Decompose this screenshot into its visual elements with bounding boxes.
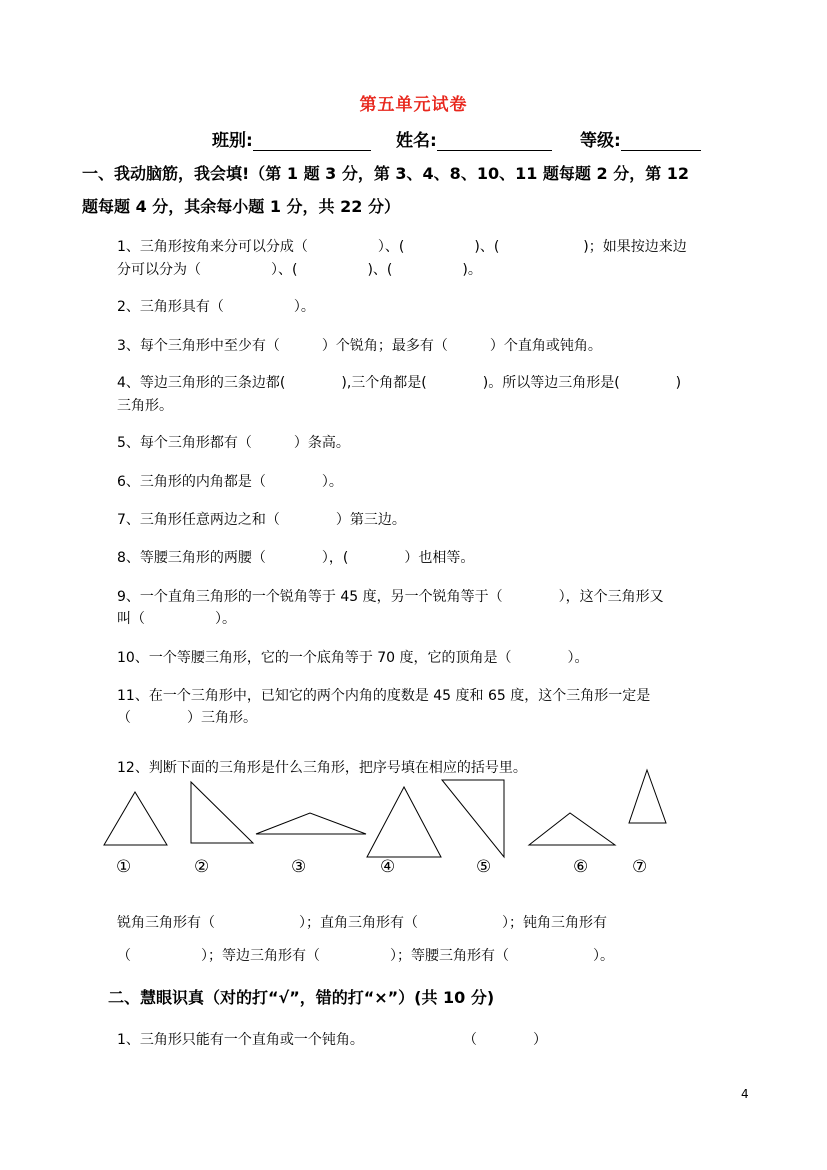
section1-heading-line1: 一、我动脑筋，我会填!（第 1 题 3 分，第 3、4、8、10、11 题每题 2 分，第 12	[82, 164, 690, 183]
label-5: ⑤	[476, 857, 492, 877]
question-9-line1: 9、一个直角三角形的一个锐角等于 45 度，另一个锐角等于（ ），这个三角形又	[117, 589, 664, 605]
label-1: ①	[116, 857, 132, 877]
section2-question-1-blank[interactable]: （ ）	[463, 1032, 547, 1048]
triangle-6	[529, 813, 615, 845]
question-12: 12、判断下面的三角形是什么三角形，把序号填在相应的括号里。	[117, 760, 527, 776]
triangle-4	[367, 787, 441, 857]
question-11-line2: （ ）三角形。	[117, 710, 257, 726]
question-2: 2、三角形具有（ ）。	[117, 299, 315, 315]
question-6: 6、三角形的内角都是（ ）。	[117, 474, 343, 490]
triangle-1	[104, 792, 167, 845]
question-9-line2: 叫（ ）。	[117, 611, 236, 627]
question-5: 5、每个三角形都有（ ）条高。	[117, 435, 350, 451]
answer-line-1: 锐角三角形有（ ）；直角三角形有（ ）；钝角三角形有	[117, 915, 607, 931]
question-1-line2: 分可以分为（ ）、( )、( )。	[117, 262, 482, 278]
class-label: 班别:	[212, 131, 253, 151]
name-label: 姓名:	[396, 131, 437, 151]
class-field	[212, 126, 371, 151]
grade-label: 等级:	[580, 131, 621, 151]
label-3: ③	[291, 857, 307, 877]
grade-field	[580, 126, 701, 151]
triangle-3	[256, 813, 366, 834]
answer-line-2: （ ）；等边三角形有（ ）；等腰三角形有（ ）。	[117, 948, 614, 964]
label-2: ②	[194, 857, 210, 877]
triangle-7	[629, 770, 666, 823]
question-4-line2: 三角形。	[117, 398, 173, 414]
page-number: 4	[741, 1087, 749, 1101]
page-title: 第五单元试卷	[359, 95, 468, 115]
section2-question-1: 1、三角形只能有一个直角或一个钝角。	[117, 1032, 364, 1048]
question-1-line1: 1、三角形按角来分可以分成（ ）、( )、( )；如果按边来边	[117, 239, 687, 255]
question-11-line1: 11、在一个三角形中，已知它的两个内角的度数是 45 度和 65 度，这个三角形一定是	[117, 688, 651, 704]
section2-heading: 二、慧眼识真（对的打“√”，错的打“×”）(共 10 分)	[108, 988, 495, 1007]
triangles-figure	[0, 760, 827, 870]
triangle-5	[442, 780, 504, 857]
label-6: ⑥	[573, 857, 589, 877]
label-7: ⑦	[632, 857, 648, 877]
section1-heading-line2: 题每题 4 分，其余每小题 1 分，共 22 分）	[82, 197, 400, 216]
question-10: 10、一个等腰三角形，它的一个底角等于 70 度，它的顶角是（ ）。	[117, 650, 589, 666]
question-8: 8、等腰三角形的两腰（ ），( ）也相等。	[117, 550, 475, 566]
name-blank[interactable]	[437, 132, 552, 151]
class-blank[interactable]	[253, 132, 371, 151]
triangle-2	[191, 782, 253, 843]
question-7: 7、三角形任意两边之和（ ）第三边。	[117, 512, 406, 528]
grade-blank[interactable]	[621, 132, 701, 151]
question-4-line1: 4、等边三角形的三条边都( ),三个角都是( )。所以等边三角形是( )	[117, 375, 682, 391]
label-4: ④	[380, 857, 396, 877]
name-field	[396, 126, 552, 151]
question-3: 3、每个三角形中至少有（ ）个锐角；最多有（ ）个直角或钝角。	[117, 338, 602, 354]
